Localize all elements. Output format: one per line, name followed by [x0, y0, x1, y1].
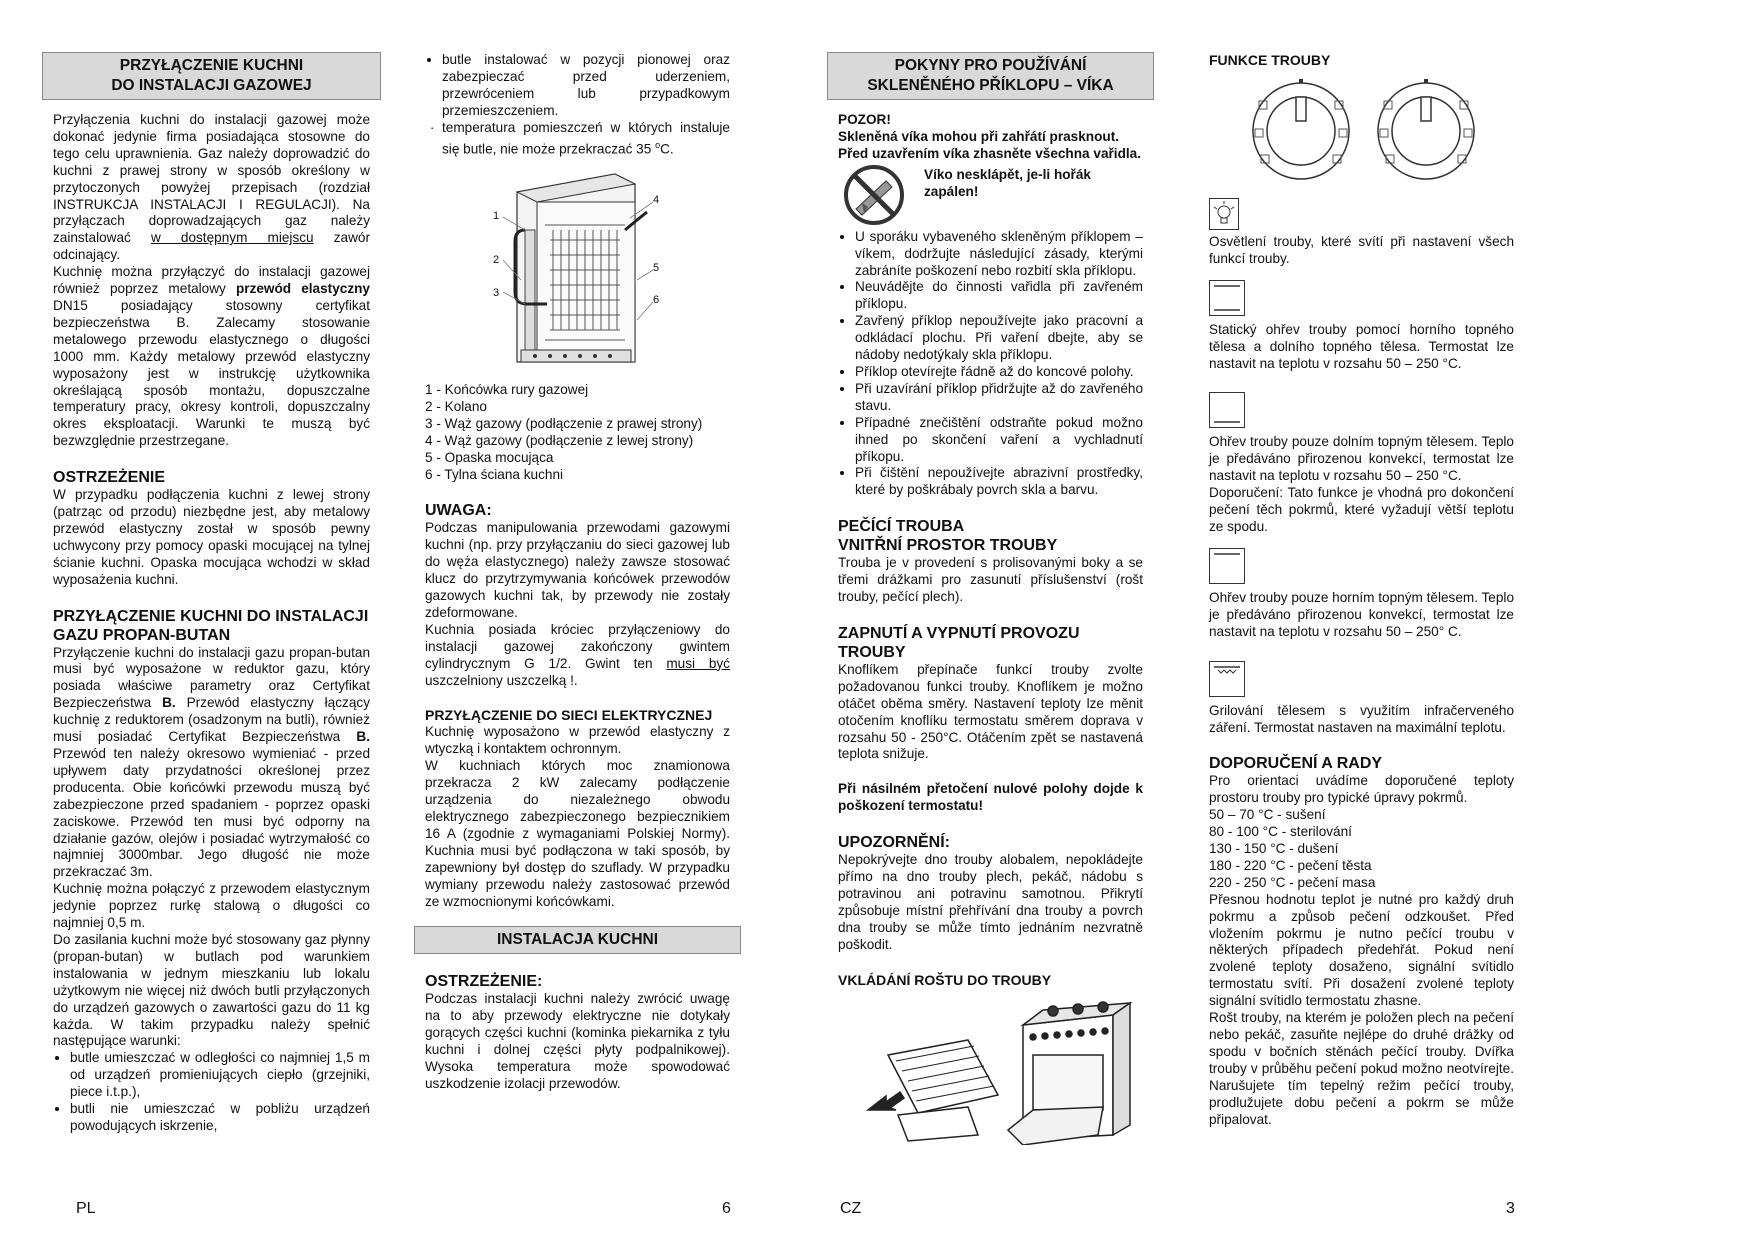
- legend-item: 1 - Końcówka rury gazowej: [425, 381, 589, 397]
- list-item: • Při čištění nepoužívejte abrazivní prostředky, které by poškrábaly povrch skla a barvu.: [855, 465, 1143, 499]
- legend-item: 5 - Opaska mocująca: [425, 449, 554, 465]
- header-line: SKLENĚNÉHO PŘÍKLOPU – VÍKA: [867, 77, 1114, 94]
- gas-connection-diagram: [425, 170, 730, 370]
- list-item: • Zavřený příklop nepoužívejte jako pracovní a odkládací plochu. Při vaření dbejte, aby se nádoby nedotýkaly skla příklopu.: [855, 313, 1143, 364]
- paragraph: Nepokrývejte dno trouby alobalem, nepokládejte přímo na dno trouby plech, pekáč, nádobu s potravinou ani potravinu samotnou. Přikrytí způsobuje místní přehřívání dna trouby a povrch dna trouby se může tímto jednáním nezvratně poškodit.: [838, 852, 1143, 952]
- temperature-list: [1209, 807, 1514, 892]
- paragraph: W kuchniach których moc znamionowa przekracza 2 kW zalecamy podłączenie urządzenia do niezależnego obwodu elektrycznego zabezpieczonego bezpiecznikiem 16 A (zgodnie z wymaganiami Polskiej Normy). Kuchnia musi być podłączona w taki sposób, by zapewniony był dostęp do szuflady. W przypadku wymiany przewodu należy zastosować przewód ze wzmocnionymi końcówkami.: [425, 758, 730, 909]
- paragraph: Knoflíkem přepínače funkcí trouby zvolte požadovanou funkci trouby. Knoflíkem je možno otáčet oběma směry. Nastavení teploty lze měnit otočením knoflíku termostatu směrem doprava v rozsahu 50 - 250°C. Otáčením zpět se nastavená teplota snižuje.: [838, 661, 1143, 762]
- list-item: 80 - 100 °C - sterilování: [1209, 824, 1352, 840]
- no-lid-closing-icon: [842, 163, 906, 227]
- list-item: • Příklop otevírejte řádně až do koncové polohy.: [855, 364, 1143, 381]
- electric-title: PRZYŁĄCZENIE DO SIECI ELEKTRYCZNEJ: [425, 707, 713, 724]
- paragraph: Kuchnię można połączyć z przewodem elastycznym jedynie poprzez rurkę stalową o długości co najmniej 0,5 m.: [53, 881, 370, 931]
- section-header-install: INSTALACJA KUCHNI: [414, 926, 741, 954]
- paragraph: Trouba je v provedení s prolisovanými boky a se třemi drážkami pro zasunutí příslušenství (rošt trouby, pečící plech).: [838, 555, 1143, 605]
- pozor-title: POZOR!: [838, 112, 891, 127]
- footer-lang-cz: CZ: [840, 1200, 862, 1217]
- footer-page-3: 3: [1506, 1200, 1515, 1217]
- section-header-glass-lid: [827, 52, 1154, 100]
- lid-warning-row: [838, 163, 1143, 229]
- list-item: · temperatura pomieszczeń w których instaluje się butle, nie może przekraczać 35 $^o$C.: [442, 120, 730, 158]
- grill-icon: [1209, 661, 1245, 697]
- lid-warning-text: Víko nesklápět, je-li hořák zapálen!: [924, 166, 1091, 199]
- paragraph: Przyłączenia kuchni do instalacji gazowej może dokonać jedynie firma posiadająca stosowne do tego celu uprawnienia. Gaz należy doprowadzić do kuchni z prawej strony w sposób określony w przytoczonych powyżej przepisach (rozdział INSTRUKCJA INSTALACJI I REGULACJI). Na przyłączach doprowadzających gaz należy zainstalować w dostępnym miejscu zawór odcinający.: [53, 112, 370, 263]
- rear-view-illustration: [425, 170, 730, 370]
- paragraph: Pro orientaci uvádíme doporučené teploty prostoru trouby pro typické úpravy pokrmů.: [1209, 773, 1514, 806]
- list-item: • Při uzavírání příklop přidržujte až do zavřeného stavu.: [855, 381, 1143, 415]
- pl-column-1: [53, 52, 370, 1135]
- bullet-list: [53, 1050, 370, 1135]
- ostrzezenie-title: OSTRZEŻENIE:: [425, 973, 543, 991]
- header-line: PRZYŁĄCZENIE KUCHNI: [119, 57, 304, 74]
- diagram-label: 3: [493, 286, 500, 299]
- oven-light-icon: [1209, 198, 1239, 230]
- list-item: • butli nie umieszczać w pobliżu urządzeń powodujących iskrzenie,: [70, 1101, 370, 1135]
- diagram-label: 6: [653, 293, 660, 306]
- paragraph: Rošt trouby, na kterém je položen plech na pečení nebo pekáč, zasuňte nejlépe do druhé drážky od spodu v bočních stěnách pečící trouby. Dvířka trouby v průběhu pečení pokud možno neotvírejte. Narušujete tím tepelný režim pečící trouby, prodlužujete dobu pečení a pokrm se může připalovat.: [1209, 1010, 1514, 1127]
- oven-title: PEČÍCÍ TROUBA VNITŘNÍ PROSTOR TROUBY: [838, 518, 1058, 555]
- function-description: Osvětlení trouby, které svítí při nastavení všech funkcí trouby.: [1209, 233, 1514, 266]
- cz-column-2: [1209, 52, 1514, 1128]
- diagram-label: 2: [493, 253, 500, 266]
- rost-title: VKLÁDÁNÍ ROŠTU DO TROUBY: [838, 971, 1052, 988]
- paragraph: Kuchnię można przyłączyć do instalacji gazowej również poprzez metalowy przewód elastyczny DN15 posiadający stosowny certyfikat bezpieczeństwa B. Zalecamy stosowanie metalowego przewodu elastycznego o długości 1000 mm. Każdy metalowy przewód elastyczny wyposażony jest w instrukcję użytkownika określającą sposób montażu, dopuszczalne temperatury pracy, okresy kontroli, dopuszczalny okres eksploatacji. Warunki te muszą być bezwzględnie przestrzegane.: [53, 264, 370, 449]
- rady-title: DOPORUČENÍ A RADY: [1209, 755, 1383, 773]
- paragraph: Przyłączenie kuchni do instalacji gazu propan-butan musi być wyposażone w reduktor gazu, który posiada właściwe parametry oraz Certyfikat Bezpieczeństwa B. Przewód elastyczny łączący kuchnię z reduktorem (osadzonym na butli), również musi posiadać Certyfikat Bezpieczeństwa B. Przewód ten należy okresowo wymieniać - przed upływem daty przydatności określonej przez producenta. Obie końcówki przewodu muszą być zabezpieczone przed spadaniem - poprzez opaski zaciskowe. Przewód ten musi być odporny na działanie gazów, olejów i posiadać wytrzymałość co najmniej 3000mbar. Jego długość nie może przekraczać 3m.: [53, 644, 370, 880]
- uwaga-title: UWAGA:: [425, 502, 492, 520]
- list-item: • Případné znečištění odstraňte pokud možno ihned po skončení vaření a vychladnutí příkopu.: [855, 415, 1143, 466]
- paragraph: Přesnou hodnotu teplot je nutné pro každý druh pokrmu a způsob pečení odzkoušet. Před vložením pokrmu je nutno pečící troubu v některých případech předehřát. Pokud není zvolené teploty dosaženo, signální svítidlo termostatu svítí. Při dosažení zvolené teploty signální svítidlo termostatu zhasne.: [1209, 891, 1514, 1009]
- footer-page-6: 6: [722, 1200, 731, 1217]
- cz-column-1: [838, 52, 1143, 1150]
- top-heat-icon: [1209, 548, 1245, 584]
- list-item: 180 - 220 °C - pečení těsta: [1209, 857, 1372, 873]
- oven-knobs-illustration: [1239, 71, 1529, 181]
- paragraph: Kuchnia posiada króciec przyłączeniowy do instalacji gazowej zakończony gwintem cylindrycznym G 1/2. Gwint ten musi być uszczelniony uszczelką !.: [425, 621, 730, 688]
- diagram-legend: [425, 382, 730, 483]
- upozorneni-title: UPOZORNĚNÍ:: [838, 834, 950, 852]
- paragraph: Kuchnię wyposażono w przewód elastyczny z wtyczką i kontaktem ochronnym.: [425, 724, 730, 757]
- legend-item: 4 - Wąż gazowy (podłączenie z lewej strony): [425, 432, 694, 448]
- paragraph: W przypadku podłączenia kuchni z lewej strony (patrząc od przodu) niezbędne jest, aby metalowy przewód elastyczny został w sposób pewny uchwycony przy pomocy opaski mocującej na tylnej ścianie kuchni. Opaska mocująca wchodzi w skład wyposażenia kuchni.: [53, 487, 370, 587]
- warning-title: OSTRZEŻENIE: [53, 469, 166, 487]
- list-item: 50 – 70 °C - sušení: [1209, 807, 1326, 823]
- section-header-gas-connection: [42, 52, 381, 100]
- legend-item: 3 - Wąż gazowy (podłączenie z prawej strony): [425, 415, 703, 431]
- functions-title: FUNKCE TROUBY: [1209, 52, 1331, 68]
- diagram-label: 5: [653, 261, 660, 274]
- diagram-label: 4: [653, 193, 660, 206]
- paragraph: Podczas instalacji kuchni należy zwrócić uwagę na to aby przewody elektryczne nie dotykały gorących części kuchni (kominka piekarnika z tyłu kuchni i dolnej części płyty podpalnikowej). Wysoka temperatura może spowodować uszkodzenie izolacji przewodów.: [425, 991, 730, 1091]
- list-item: • Neuvádějte do činnosti vařidla při zavřeném příklopu.: [855, 279, 1143, 313]
- paragraph: Podczas manipulowania przewodami gazowymi kuchni (np. przy przyłączaniu do sieci gazowej lub do węża elastycznego) należy zawsze stosować klucz do przytrzymywania końcówek przewodów gazowych kuchni tak, by przewody nie zostały zdeformowane.: [425, 520, 730, 620]
- header-line: POKYNY PRO POUŽÍVÁNÍ: [894, 57, 1087, 74]
- list-item: 220 - 250 °C - pečení masa: [1209, 874, 1376, 890]
- list-item: • U sporáku vybaveného skleněným příklopem – víkem, dodržujte následující zásady, kterými zabráníte poškození nebo rozbití skla příklopu.: [855, 229, 1143, 280]
- function-recommendation: Doporučení: Tato funkce je vhodná pro dokončení pečení těch pokrmů, které vyžadují větší teplotu ze spodu.: [1209, 485, 1514, 534]
- legend-item: 6 - Tylna ściana kuchni: [425, 466, 564, 482]
- oven-rack-illustration: [838, 995, 1138, 1145]
- pl-column-2: [425, 52, 730, 1093]
- bottom-heat-icon: [1209, 392, 1245, 428]
- list-item: • butle umieszczać w odległości co najmniej 1,5 m od urządzeń promieniujących ciepło (grzejniki, piece i.t.p.),: [70, 1050, 370, 1101]
- footer-lang-pl: PL: [76, 1200, 96, 1217]
- diagram-label: 1: [493, 209, 500, 222]
- paragraph: Do zasilania kuchni może być stosowany gaz płynny (propan-butan) w butlach pod warunkiem instalowania w jednym mieszkaniu lub lokalu użytkowym nie więcej niż dwóch butli przyłączonych do urządzeń gazowych o zawartości gazu do 11 kg każda. W takim przypadku należy spełnić następujące warunki:: [53, 931, 370, 1049]
- list-item: 130 - 150 °C - dušení: [1209, 841, 1339, 857]
- function-description: Ohřev trouby pouze dolním topným tělesem. Teplo je předáváno přirozenou konvekcí, termostat lze nastavit na teplotu v rozsahu 50 – 250 °C.: [1209, 434, 1514, 484]
- pozor-text: Skleněná víka mohou při zahřátí prasknout. Před uzavřením víka zhasněte všechna vařidla.: [838, 128, 1141, 161]
- bullet-list: [425, 52, 730, 158]
- function-description: Grilování tělesem s využitím infračerveného záření. Termostat nastaven na maximální teplotu.: [1209, 702, 1514, 735]
- function-description: Statický ohřev trouby pomocí horního topného tělesa a dolního topného tělesa. Termostat lze nastavit na teplotu v rozsahu 50 – 250 °C.: [1209, 321, 1514, 371]
- top-bottom-heat-icon: [1209, 280, 1245, 316]
- thermostat-warning: Při násilném přetočení nulové polohy dojde k poškození termostatu!: [838, 781, 1143, 814]
- onoff-title: ZAPNUTÍ A VYPNUTÍ PROVOZU TROUBY: [838, 624, 1080, 661]
- list-item: • butle instalować w pozycji pionowej oraz zabezpieczać przed uderzeniem, przewróceniem lub przypadkowym przemieszczeniem.: [442, 52, 730, 120]
- propan-title: PRZYŁĄCZENIE KUCHNI DO INSTALACJI GAZU PROPAN-BUTAN: [53, 607, 369, 644]
- bullet-list: [838, 229, 1143, 500]
- function-description: Ohřev trouby pouze horním topným tělesem. Teplo je předáváno přirozenou konvekcí, termostat lze nastavit na teplotu v rozsahu 50 – 250° C.: [1209, 589, 1515, 639]
- legend-item: 2 - Kolano: [425, 398, 487, 414]
- header-line: DO INSTALACJI GAZOWEJ: [111, 77, 312, 94]
